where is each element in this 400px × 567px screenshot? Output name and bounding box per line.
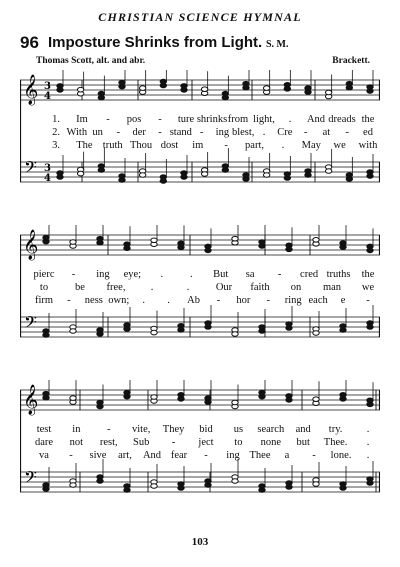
lyric-syllable: - xyxy=(216,295,221,306)
note-head xyxy=(201,172,207,177)
note-head xyxy=(205,244,211,249)
note-head xyxy=(243,81,249,86)
lyric-syllable: own; xyxy=(108,295,130,306)
lyric-syllable: - xyxy=(158,127,162,138)
note-head xyxy=(119,80,125,85)
note-head xyxy=(160,79,166,84)
lyric-syllable: the xyxy=(361,269,375,280)
lyric-syllable: im xyxy=(192,140,204,151)
time-signature-bottom: 4 xyxy=(44,91,51,102)
lyric-syllable: - xyxy=(199,127,204,138)
note-head xyxy=(222,168,228,173)
lyric-syllable: shrinks xyxy=(196,114,228,125)
lyric-syllable: in xyxy=(72,424,81,435)
note-head xyxy=(284,176,290,181)
lyric-syllable: Cre xyxy=(277,127,293,138)
lyric-syllable: sa xyxy=(245,269,255,280)
lyric-syllable: firm xyxy=(34,295,54,306)
lyric-syllable: test xyxy=(36,424,52,435)
lyric-syllable: the xyxy=(361,114,375,125)
lyric-syllable: fear xyxy=(170,450,188,461)
note-head xyxy=(325,90,331,95)
lyric-syllable: to xyxy=(234,437,243,448)
note-head xyxy=(346,81,352,86)
lyric-syllable: dare xyxy=(34,437,54,448)
lyric-syllable: 3. xyxy=(52,140,60,151)
lyric-syllable: dost xyxy=(160,140,179,151)
note-head xyxy=(139,173,145,178)
note-head xyxy=(77,171,83,176)
lyric-syllable: pos xyxy=(126,114,142,125)
lyric-syllable: . xyxy=(160,269,164,280)
note-head xyxy=(151,395,157,400)
note-head xyxy=(313,238,319,243)
bass-clef-icon: 𝄢 xyxy=(24,312,37,336)
lyric-syllable: . xyxy=(150,282,154,293)
lyric-syllable: Thee. xyxy=(323,437,348,448)
note-head xyxy=(340,393,346,398)
note-head xyxy=(178,241,184,246)
lyric-syllable: free, xyxy=(106,282,126,293)
lyric-syllable: vite, xyxy=(132,424,151,435)
lyric-syllable: faith xyxy=(250,282,270,293)
music-system-1 xyxy=(20,70,380,208)
note-head xyxy=(222,91,228,96)
lyric-syllable: . xyxy=(167,295,170,306)
lyric-line-2 xyxy=(20,127,380,141)
lyric-syllable: - xyxy=(69,450,73,461)
lyric-syllable: we xyxy=(333,140,346,151)
note-head xyxy=(181,84,187,89)
lyric-syllable: man xyxy=(322,282,342,293)
note-head xyxy=(340,486,346,491)
lyric-syllable: ject xyxy=(198,437,214,448)
note-head xyxy=(305,86,311,91)
lyric-syllable: - xyxy=(277,269,282,280)
lyric-syllable: And xyxy=(142,450,162,461)
note-head xyxy=(259,329,265,334)
note-head xyxy=(286,394,292,399)
lyric-syllable: - xyxy=(224,140,228,151)
note-head xyxy=(43,333,49,338)
note-head xyxy=(178,486,184,491)
lyric-syllable: ed xyxy=(363,127,373,138)
lyric-syllable: Im xyxy=(76,114,88,125)
note-head xyxy=(151,330,157,335)
note-head xyxy=(160,179,166,184)
lyric-line-3 xyxy=(20,140,380,154)
note-head xyxy=(97,479,103,484)
lyric-syllable: - xyxy=(312,450,316,461)
hymn-title: Imposture Shrinks from Light. xyxy=(48,34,263,51)
lyric-syllable: With xyxy=(66,127,88,138)
lyric-syllable: ing xyxy=(96,269,110,280)
note-head xyxy=(98,91,104,96)
lyric-syllable: ing xyxy=(226,450,240,461)
lyric-syllable: part, xyxy=(245,140,265,151)
lyric-syllable: art, xyxy=(118,450,132,461)
lyric-syllable: but xyxy=(296,437,310,448)
lyric-syllable: der xyxy=(132,127,146,138)
note-head xyxy=(151,238,157,243)
lyric-syllable: truths xyxy=(326,269,351,280)
lyric-syllable: - xyxy=(107,424,111,435)
note-head xyxy=(43,487,49,492)
words-credit: Thomas Scott, alt. and abr. xyxy=(36,56,146,66)
lyric-syllable: stand xyxy=(169,127,192,138)
lyric-line-2 xyxy=(20,437,380,451)
lyric-syllable: eye; xyxy=(123,269,142,280)
lyric-line-1 xyxy=(20,424,380,438)
note-head xyxy=(243,177,249,182)
note-head xyxy=(70,329,76,334)
bass-clef-icon: 𝄢 xyxy=(24,467,37,491)
note-head xyxy=(346,177,352,182)
note-head xyxy=(367,85,373,90)
note-head xyxy=(178,393,184,398)
lyric-syllable: we xyxy=(361,282,375,293)
note-head xyxy=(259,390,265,395)
note-head xyxy=(232,400,238,405)
lyric-syllable: lone. xyxy=(330,450,352,461)
lyric-line-2 xyxy=(20,282,380,296)
music-system-2 xyxy=(20,225,380,363)
note-head xyxy=(139,86,145,91)
lyric-syllable: Sub xyxy=(133,437,150,448)
note-head xyxy=(205,483,211,488)
lyric-syllable: ring xyxy=(284,295,302,306)
lyric-line-1 xyxy=(20,114,380,128)
lyric-syllable: Our xyxy=(215,282,233,293)
treble-clef-icon: 𝄞 xyxy=(23,385,39,415)
lyric-syllable: none xyxy=(260,437,282,448)
note-head xyxy=(340,328,346,333)
lyric-syllable: at xyxy=(322,127,331,138)
lyric-syllable: - xyxy=(345,127,349,138)
note-head xyxy=(43,391,49,396)
lyric-syllable: . xyxy=(366,450,370,461)
lyric-syllable: blest, xyxy=(231,127,255,138)
time-signature-bottom: 4 xyxy=(44,173,51,184)
lyric-syllable: - xyxy=(158,114,162,125)
lyric-line-1 xyxy=(20,269,380,283)
lyric-syllable: - xyxy=(303,127,308,138)
note-head xyxy=(232,236,238,241)
note-head xyxy=(340,241,346,246)
lyric-syllable: dreads xyxy=(328,114,356,125)
hymn-number: 96 xyxy=(20,33,39,52)
note-head xyxy=(259,488,265,493)
note-head xyxy=(286,485,292,490)
lyric-syllable: - xyxy=(116,127,121,138)
bass-clef-icon: 𝄢 xyxy=(24,157,37,181)
lyric-syllable: . xyxy=(288,114,292,125)
lyric-syllable: May xyxy=(301,140,321,151)
note-head xyxy=(367,174,373,179)
note-head xyxy=(263,173,269,178)
lyric-syllable: va xyxy=(39,450,49,461)
note-head xyxy=(259,240,265,245)
note-head xyxy=(367,325,373,330)
lyric-syllable: ness xyxy=(84,295,103,306)
lyric-syllable: pierc xyxy=(33,269,55,280)
lyric-syllable: - xyxy=(171,437,176,448)
lyric-syllable: e xyxy=(340,295,346,306)
lyric-syllable: - xyxy=(204,450,208,461)
note-head xyxy=(201,87,207,92)
note-head xyxy=(119,178,125,183)
note-head xyxy=(70,240,76,245)
lyric-syllable: . xyxy=(366,437,370,448)
note-head xyxy=(325,169,331,174)
music-system-3 xyxy=(20,380,380,518)
lyric-syllable: - xyxy=(67,295,71,306)
note-head xyxy=(313,331,319,336)
note-head xyxy=(124,390,130,395)
note-head xyxy=(178,328,184,333)
note-head xyxy=(367,481,373,486)
note-head xyxy=(124,488,130,493)
lyric-syllable: . xyxy=(186,282,190,293)
note-head xyxy=(57,175,63,180)
lyric-syllable: . xyxy=(281,140,285,151)
lyric-syllable: - xyxy=(71,269,76,280)
note-head xyxy=(367,398,373,403)
note-head xyxy=(313,482,319,487)
note-head xyxy=(232,332,238,337)
lyric-syllable: . xyxy=(142,295,145,306)
note-head xyxy=(151,484,157,489)
note-head xyxy=(286,326,292,331)
note-head xyxy=(97,236,103,241)
running-head: CHRISTIAN SCIENCE HYMNAL xyxy=(98,10,302,24)
lyric-syllable: search xyxy=(257,424,285,435)
lyric-syllable: to xyxy=(39,282,49,293)
lyric-syllable: from xyxy=(227,114,249,125)
note-head xyxy=(98,168,104,173)
lyric-syllable: And xyxy=(306,114,326,125)
lyric-syllable: un xyxy=(92,127,103,138)
lyric-syllable: light, xyxy=(253,114,275,125)
meter-label: S. M. xyxy=(266,39,289,50)
tune-credit: Brackett. xyxy=(332,56,370,66)
lyric-syllable: with xyxy=(358,140,378,151)
lyric-syllable: us xyxy=(233,424,244,435)
lyric-line-3 xyxy=(20,295,380,309)
note-head xyxy=(57,84,63,89)
note-head xyxy=(313,397,319,402)
lyric-syllable: ture xyxy=(177,114,195,125)
lyric-syllable: - xyxy=(266,295,271,306)
note-head xyxy=(70,396,76,401)
lyric-syllable: Thee xyxy=(249,450,271,461)
note-head xyxy=(232,479,238,484)
lyric-syllable: - xyxy=(106,114,110,125)
time-signature-top: 3 xyxy=(44,81,51,92)
lyric-syllable: 1. xyxy=(52,114,60,125)
lyric-syllable: . xyxy=(366,424,370,435)
lyric-syllable: They xyxy=(162,424,185,435)
lyric-syllable: But xyxy=(213,269,229,280)
note-head xyxy=(124,242,130,247)
lyric-syllable: rest, xyxy=(99,437,118,448)
lyric-syllable: try. xyxy=(328,424,343,435)
lyric-syllable: The xyxy=(76,140,93,151)
note-head xyxy=(205,325,211,330)
lyric-syllable: not xyxy=(69,437,84,448)
lyric-syllable: each xyxy=(308,295,328,306)
note-head xyxy=(97,332,103,337)
treble-clef-icon: 𝄞 xyxy=(23,230,39,260)
note-head xyxy=(284,83,290,88)
lyric-syllable: - xyxy=(366,295,370,306)
note-head xyxy=(70,483,76,488)
lyric-syllable: bid xyxy=(199,424,213,435)
lyric-syllable: . xyxy=(262,127,266,138)
note-head xyxy=(124,327,130,332)
lyric-syllable: sive xyxy=(89,450,107,461)
lyric-syllable: be xyxy=(75,282,85,293)
lyric-syllable: ing xyxy=(215,127,230,138)
lyric-syllable: and xyxy=(295,424,311,435)
note-head xyxy=(305,173,311,178)
treble-clef-icon: 𝄞 xyxy=(23,75,39,105)
note-head xyxy=(205,396,211,401)
lyric-syllable: . xyxy=(189,269,193,280)
lyric-syllable: cred xyxy=(300,269,319,280)
lyric-line-3 xyxy=(20,450,380,464)
note-head xyxy=(286,243,292,248)
note-head xyxy=(43,235,49,240)
lyric-syllable: Thou xyxy=(129,140,153,151)
note-head xyxy=(97,400,103,405)
lyric-syllable: Ab xyxy=(187,295,200,306)
note-head xyxy=(181,175,187,180)
lyric-syllable: hor xyxy=(236,295,251,306)
note-head xyxy=(367,244,373,249)
lyric-syllable: on xyxy=(290,282,302,293)
lyric-syllable: 2. xyxy=(52,127,60,138)
note-head xyxy=(263,86,269,91)
note-head xyxy=(77,87,83,92)
lyric-syllable: a xyxy=(284,450,290,461)
lyric-syllable: truth xyxy=(102,140,123,151)
page-number: 103 xyxy=(191,536,209,548)
time-signature-top: 3 xyxy=(44,163,51,174)
